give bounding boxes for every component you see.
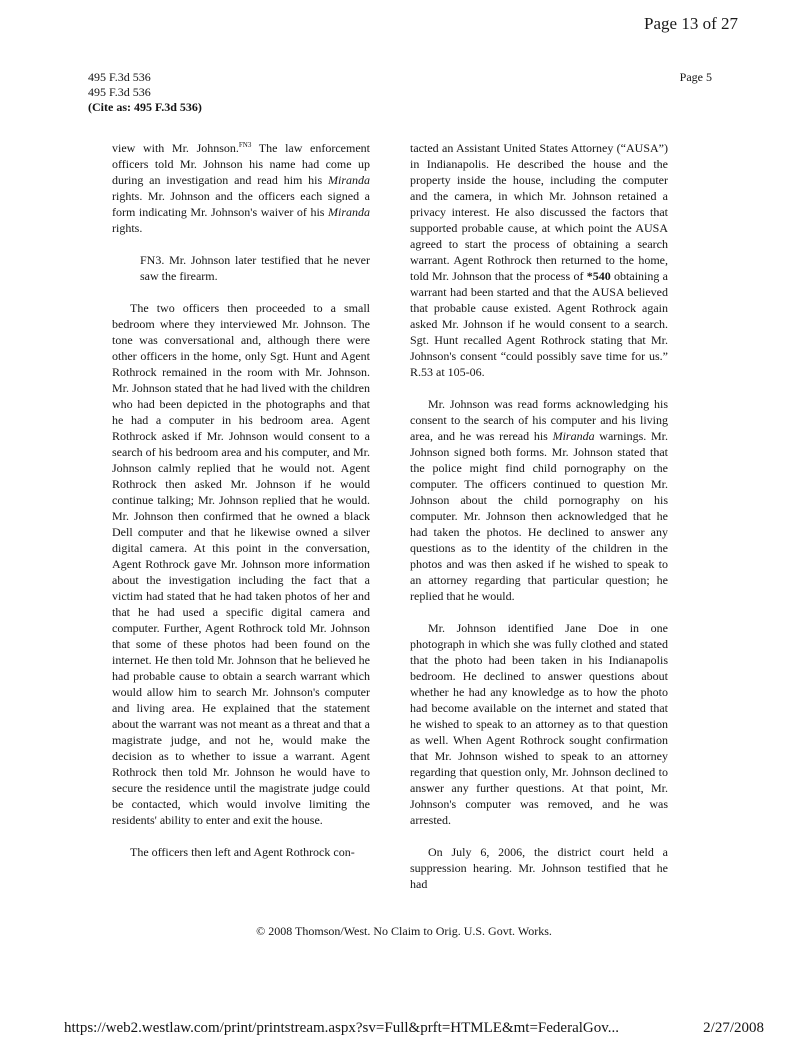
paragraph: tacted an Assistant United States Attorney (“AUSA”) in Indianapolis. He described the house and the property inside the house, including the computer and the camera, in which Mr. Johnson retained a privacy interest. He also discussed the factors that supported probable cause, at which point the AUSA agreed to start the process of obtaining a search warrant. Agent Rothrock then returned to the home, told Mr. Johnson that the process of *540 obtaining a warrant had been started and that the AUSA believed that probable cause existed. Agent Rothrock again asked Mr. Johnson if he would consent to a search. Sgt. Hunt recalled Agent Rothrock stating that Mr. Johnson's consent “could possibly save time for us.” R.53 at 105-06. (410, 141, 669, 379)
source-url: https://web2.westlaw.com/print/printstream.aspx?sv=Full&prft=HTMLE&mt=FederalGov... (64, 1020, 620, 1036)
print-date: 2/27/2008 (703, 1020, 764, 1036)
footnote-ref-link[interactable]: FN3 (238, 141, 252, 149)
paragraph: The two officers then proceeded to a small bedroom where they interviewed Mr. Johnson. The tone was conversational and, although there were other officers in the home, only Sgt. Hunt and Agent Rothrock remained in the room with Mr. Johnson. Mr. Johnson stated that he had lived with the children who had been depicted in the photographs and that he had a computer in his bedroom area. Agent Rothrock asked if Mr. Johnson would consent to a search of his bedroom area and his computer, and Mr. Johnson calmly replied that he would not. Agent Rothrock then asked Mr. Johnson if he would continue talking; Mr. Johnson replied that he would. Mr. Johnson then confirmed that he owned a black Dell computer and that he likewise owned a silver digital camera. At this point in the conversation, Agent Rothrock gave Mr. Johnson more information about the investigation including the fact that a victim had stated that he had taken photos of her and that he had used a specific digital camera and computer. Further, Agent Rothrock told Mr. Johnson that some of these photos had been found on the internet. He then told Mr. Johnson that he believed he had probable cause to obtain a search warrant which would allow him to search Mr. Johnson's computer and living area. He explained that the statement about the warrant was not meant as a threat and that a magistrate judge, and not he, would make the decision as to whether to issue a warrant. Agent Rothrock then told Mr. Johnson he would have to secure the residence until the magistrate judge could be contacted, which would involve limiting the residents' ability to enter and exit the house. (112, 301, 370, 827)
left-column (112, 140, 370, 876)
paragraph: On July 6, 2006, the district court held a suppression hearing. Mr. Johnson testified that he had (410, 845, 668, 891)
citation-block (88, 70, 202, 115)
right-column (410, 140, 668, 908)
page-counter: Page 13 of 27 (644, 14, 738, 33)
cite-as: (Cite as: 495 F.3d 536) (88, 100, 202, 114)
paragraph: Mr. Johnson was read forms acknowledging his consent to the search of his computer and his living area, and he was reread his Miranda warnings. Mr. Johnson signed both forms. Mr. Johnson stated that the police might find child pornography on the computer. The officers continued to question Mr. Johnson about the child pornography on his computer. Mr. Johnson then acknowledged that he had taken the photos. He declined to answer any questions as to the identity of the children in the photos and was then asked if he wished to speak to an attorney regarding that particular question; he replied that he would. (410, 397, 669, 603)
print-footer (64, 1020, 764, 1037)
paragraph: The officers then left and Agent Rothrock con- (130, 845, 355, 859)
footnote: FN3. Mr. Johnson later testified that he never saw the firearm. (140, 253, 370, 283)
citation-line: 495 F.3d 536 (88, 70, 151, 84)
star-page-marker: *540 (586, 269, 611, 283)
paragraph: Mr. Johnson identified Jane Doe in one photograph in which she was fully clothed and stated that the photo had been taken in his Indianapolis bedroom. He declined to answer questions about whether he had any knowledge as to how the photo had become available on the internet and stated that he wished to speak to an attorney as to that question as well. When Agent Rothrock sought confirmation that Mr. Johnson wished to speak to an attorney regarding that question only, Mr. Johnson declined to answer any further questions. At that point, Mr. Johnson's computer was removed, and he was arrested. (410, 621, 668, 827)
copyright-notice: © 2008 Thomson/West. No Claim to Orig. U.S. Govt. Works. (256, 924, 552, 938)
page-label: Page 5 (679, 70, 712, 84)
citation-line: 495 F.3d 536 (88, 85, 151, 99)
paragraph: view with Mr. Johnson.$^{FN3}$ The law enforcement officers told Mr. Johnson his name had come up during an investigation and read him his Miranda rights. Mr. Johnson and the officers each signed a form indicating Mr. Johnson's waiver of his Miranda rights. (112, 141, 370, 235)
